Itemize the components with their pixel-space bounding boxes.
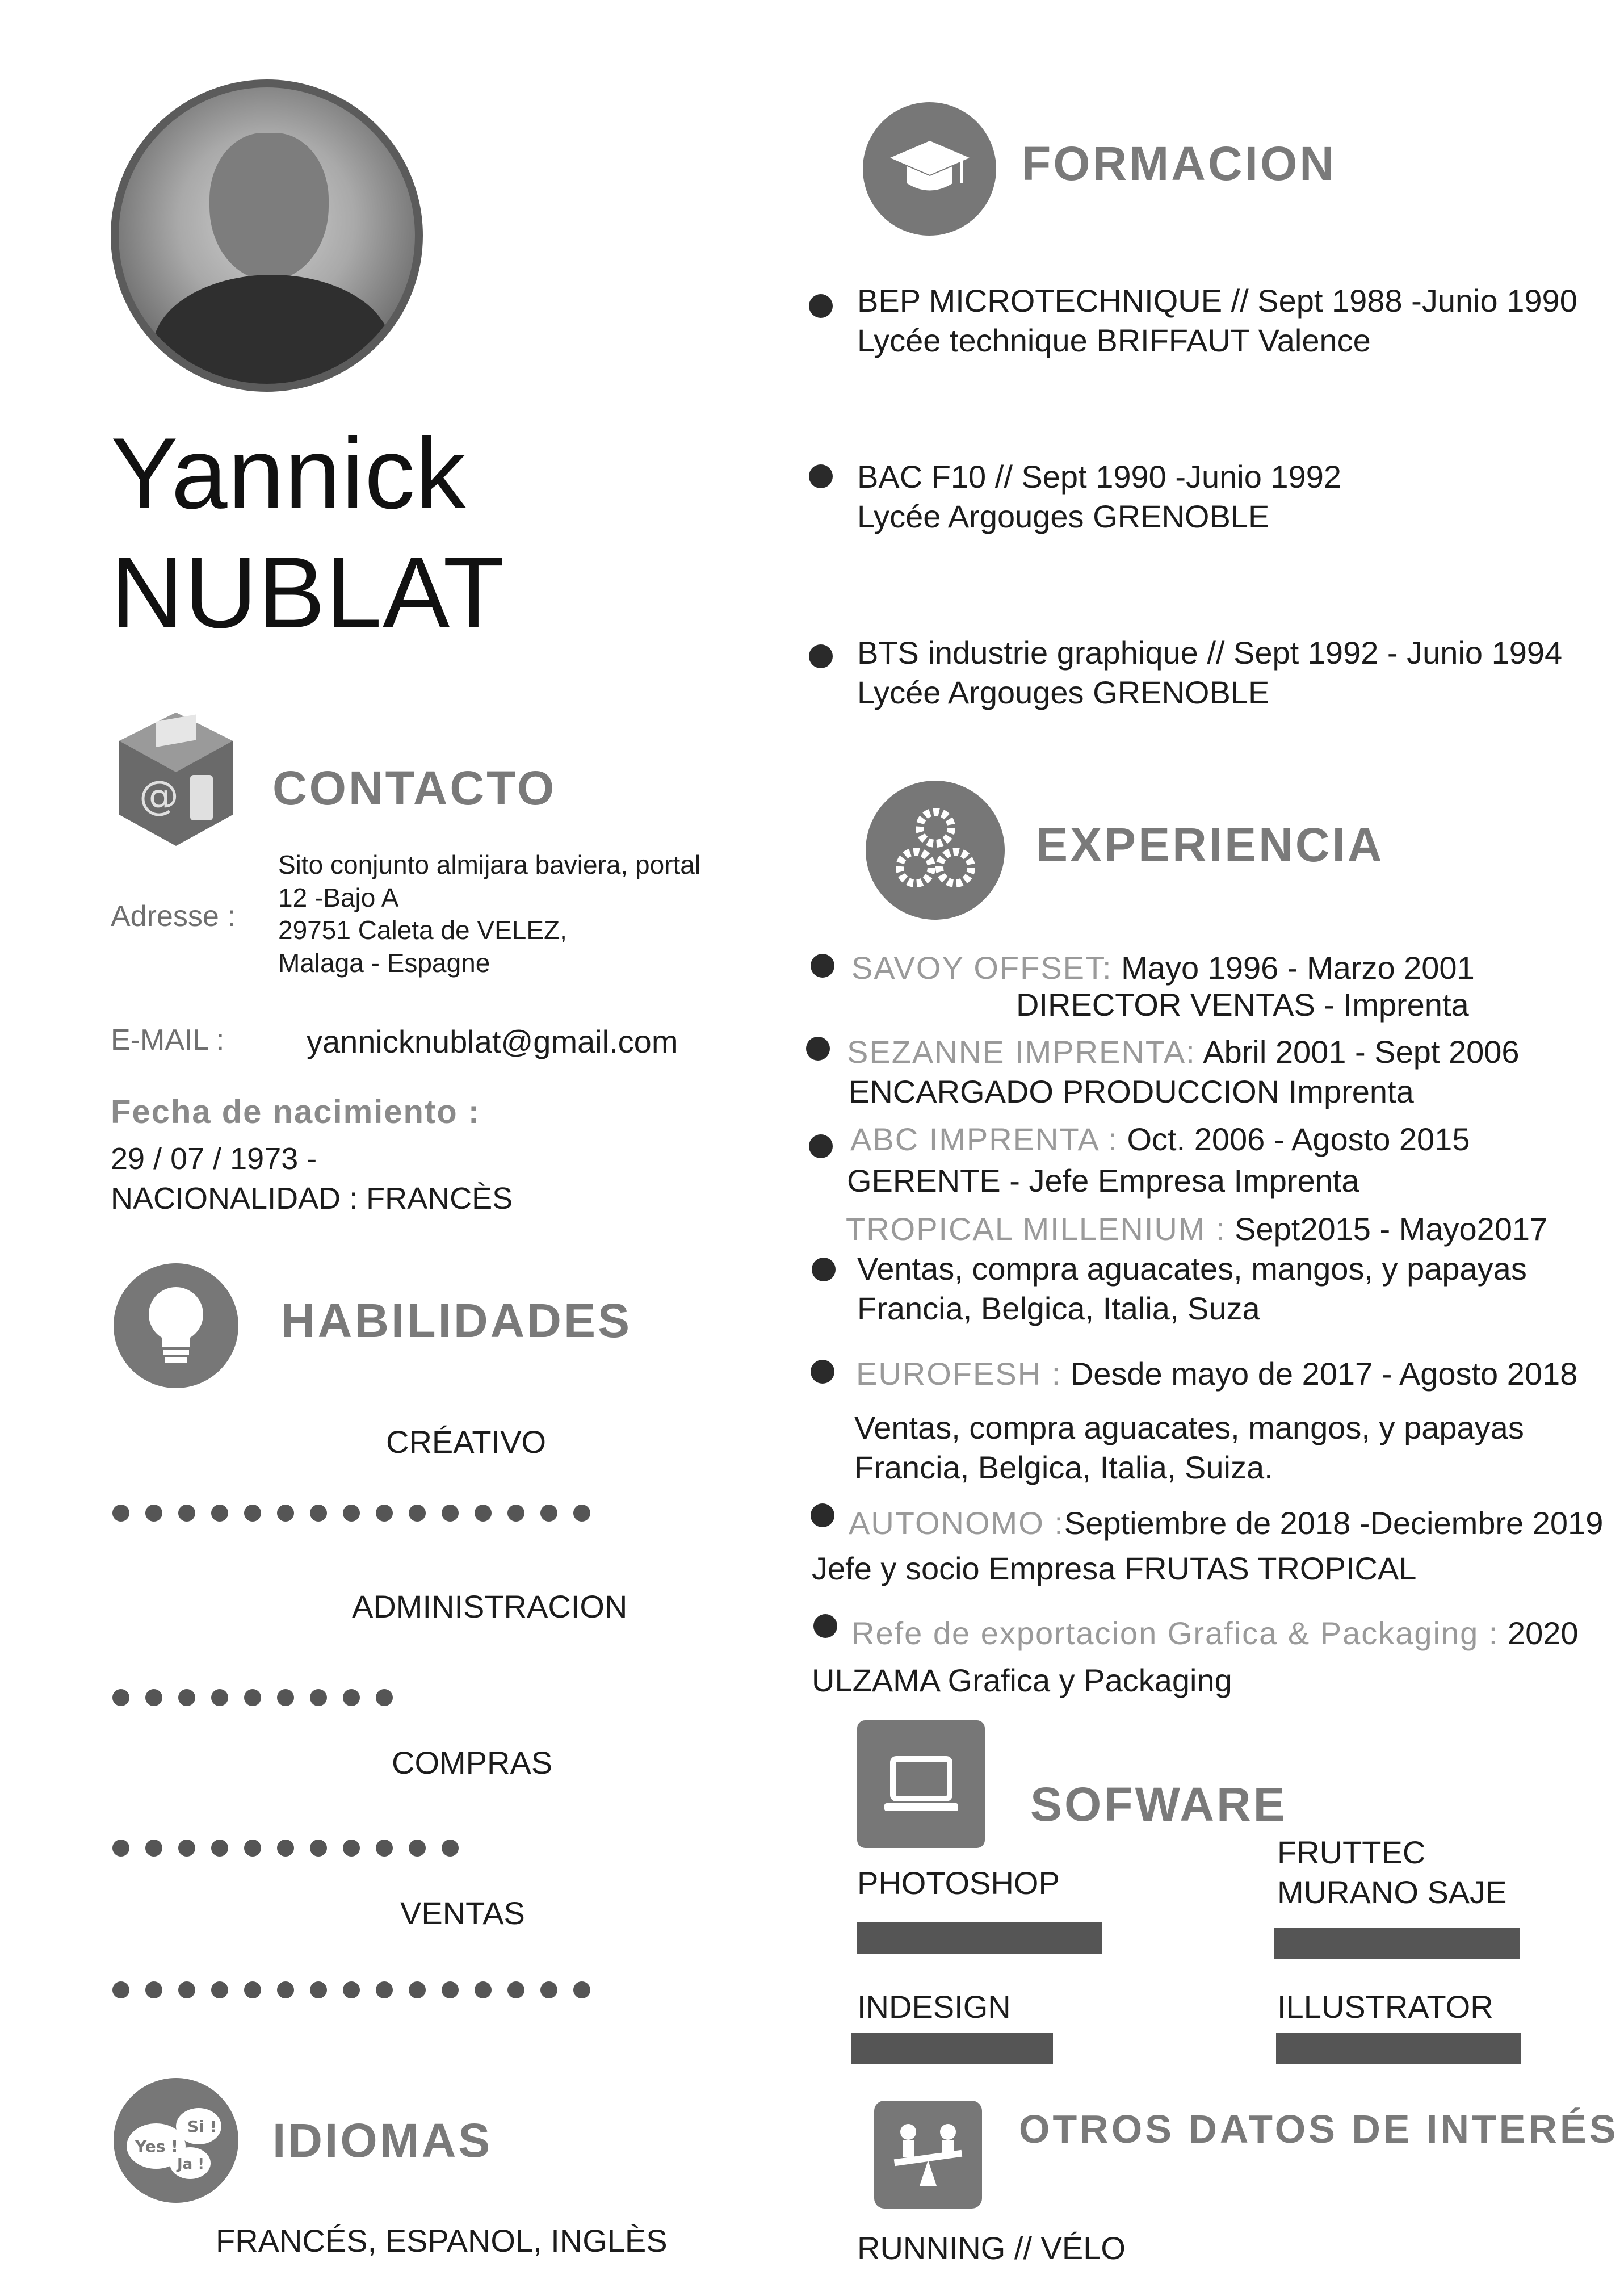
skill-dot xyxy=(211,1981,228,1998)
skill-label: ADMINISTRACION xyxy=(352,1589,628,1624)
software-title: SOFWARE xyxy=(1030,1778,1287,1831)
experience-dates: Sept2015 - Mayo2017 xyxy=(1235,1211,1548,1247)
skill-dot xyxy=(112,1505,129,1522)
company-name: Refe de exportacion Grafica & Packaging : xyxy=(851,1615,1499,1651)
skill-dot xyxy=(211,1689,228,1706)
experience-desc-line: Francia, Belgica, Italia, Suiza. xyxy=(854,1449,1273,1485)
experience-role: DIRECTOR VENTAS - Imprenta xyxy=(1016,987,1469,1023)
illustrator-level-bar xyxy=(1276,2033,1521,2064)
software-label: INDESIGN xyxy=(857,1989,1011,2025)
bullet-icon xyxy=(812,1258,836,1281)
experience-role: ENCARGADO PRODUCCION Imprenta xyxy=(849,1074,1414,1109)
education-item xyxy=(857,457,1341,537)
laptop-icon xyxy=(857,1720,985,1848)
skill-dot xyxy=(376,1505,393,1522)
skill-dot xyxy=(376,1689,393,1706)
experience-title: EXPERIENCIA xyxy=(1036,818,1384,871)
skill-dot xyxy=(475,1981,492,1998)
address-line: 29751 Caleta de VELEZ, xyxy=(278,915,567,945)
skill-dot xyxy=(343,1689,360,1706)
skill-dot xyxy=(244,1981,261,1998)
experience-dates: Septiembre de 2018 -Deciembre 2019 xyxy=(1064,1505,1604,1541)
skill-dot xyxy=(376,1840,393,1857)
education-title: FORMACION xyxy=(1022,137,1336,190)
skill-dot xyxy=(145,1981,162,1998)
experience-item xyxy=(849,1503,1603,1543)
skill-dot xyxy=(310,1981,327,1998)
skill-dot xyxy=(145,1840,162,1857)
address-label: Adresse : xyxy=(111,900,236,933)
skill-dot xyxy=(343,1840,360,1857)
skill-dots xyxy=(112,1840,459,1857)
company-name: TROPICAL MILLENIUM : xyxy=(846,1211,1226,1247)
nationality: NACIONALIDAD : FRANCÈS xyxy=(111,1181,513,1216)
skill-dots xyxy=(112,1981,590,1998)
address-line: Sito conjunto almijara baviera, portal xyxy=(278,850,701,879)
indesign-level-bar xyxy=(851,2033,1053,2064)
education-school: Lycée technique BRIFFAUT Valence xyxy=(857,322,1371,358)
skill-dot xyxy=(178,1981,195,1998)
skill-dot xyxy=(112,1840,129,1857)
education-item xyxy=(857,281,1577,361)
skill-dot xyxy=(277,1840,294,1857)
experience-role xyxy=(857,1249,1527,1329)
experience-dates: Abril 2001 - Sept 2006 xyxy=(1203,1034,1520,1070)
skill-dot xyxy=(178,1505,195,1522)
svg-text:@: @ xyxy=(139,772,179,819)
education-degree: BTS industrie graphique // Sept 1992 - Junio 1994 xyxy=(857,635,1563,671)
icon-text: Si ! xyxy=(187,2117,217,2136)
last-name: NUBLAT xyxy=(111,536,506,649)
skill-dot xyxy=(211,1505,228,1522)
experience-role: Jefe y socio Empresa FRUTAS TROPICAL xyxy=(812,1551,1417,1586)
contact-title: CONTACTO xyxy=(272,761,557,815)
skill-dot xyxy=(112,1981,129,1998)
experience-role xyxy=(854,1408,1524,1488)
skill-dot xyxy=(178,1689,195,1706)
company-name: ABC IMPRENTA : xyxy=(850,1121,1118,1157)
skill-dot xyxy=(310,1505,327,1522)
skill-dot xyxy=(475,1505,492,1522)
address-line: Malaga - Espagne xyxy=(278,948,490,978)
skill-dot xyxy=(244,1505,261,1522)
skill-dot xyxy=(244,1840,261,1857)
bullet-icon xyxy=(811,1503,834,1527)
other-info-title: OTROS DATOS DE INTERÉS xyxy=(1019,2107,1619,2151)
company-name: EUROFESH : xyxy=(856,1356,1062,1392)
email-label: E-MAIL : xyxy=(111,1024,225,1057)
speech-bubbles-icon xyxy=(114,2078,238,2203)
skill-dot xyxy=(178,1840,195,1857)
experience-desc-line: Francia, Belgica, Italia, Suza xyxy=(857,1290,1260,1326)
skill-label: COMPRAS xyxy=(392,1745,553,1780)
experience-role: ULZAMA Grafica y Packaging xyxy=(812,1662,1232,1698)
photoshop-level-bar xyxy=(857,1922,1102,1954)
skill-dot xyxy=(540,1505,557,1522)
education-degree: BAC F10 // Sept 1990 -Junio 1992 xyxy=(857,459,1341,495)
languages-list: FRANCÉS, ESPANOL, INGLÈS xyxy=(216,2223,668,2259)
skill-dot xyxy=(442,1981,459,1998)
skill-dot xyxy=(145,1689,162,1706)
experience-dates: Desde mayo de 2017 - Agosto 2018 xyxy=(1070,1356,1578,1392)
first-name: Yannick xyxy=(111,417,467,530)
bullet-icon xyxy=(806,1037,830,1061)
languages-title: IDIOMAS xyxy=(272,2114,493,2167)
skill-label: CRÉATIVO xyxy=(386,1424,547,1460)
company-name: SEZANNE IMPRENTA: xyxy=(847,1034,1196,1070)
icon-text: Yes ! xyxy=(135,2137,178,2156)
skill-dot xyxy=(244,1689,261,1706)
graduation-cap-icon xyxy=(863,102,996,236)
skill-label: VENTAS xyxy=(400,1895,525,1931)
skill-dot xyxy=(409,1840,426,1857)
education-school: Lycée Argouges GRENOBLE xyxy=(857,674,1270,710)
experience-desc-line: Ventas, compra aguacates, mangos, y papayas xyxy=(857,1251,1527,1287)
skill-dot xyxy=(112,1689,129,1706)
skill-dot xyxy=(540,1981,557,1998)
skill-dot xyxy=(442,1505,459,1522)
skill-dot xyxy=(442,1840,459,1857)
seesaw-icon xyxy=(874,2101,982,2209)
email-link[interactable]: yannicknublat@gmail.com xyxy=(307,1024,678,1059)
bullet-icon xyxy=(811,1360,834,1384)
company-name: AUTONOMO : xyxy=(849,1505,1064,1541)
skills-title: HABILIDADES xyxy=(281,1294,632,1347)
experience-role: GERENTE - Jefe Empresa Imprenta xyxy=(847,1163,1359,1199)
experience-item xyxy=(850,1120,1470,1159)
bullet-icon xyxy=(813,1614,837,1638)
bullet-icon xyxy=(809,464,833,488)
experience-item xyxy=(846,1209,1547,1249)
skill-dot xyxy=(145,1505,162,1522)
gears-icon xyxy=(866,781,1005,920)
skill-dot xyxy=(409,1981,426,1998)
experience-item xyxy=(856,1354,1577,1394)
birth-date: 29 / 07 / 1973 - xyxy=(111,1142,317,1176)
experience-desc-line: Ventas, compra aguacates, mangos, y papayas xyxy=(854,1410,1524,1445)
skill-dot xyxy=(507,1981,524,1998)
contact-icon xyxy=(111,707,241,854)
experience-item xyxy=(847,1032,1520,1072)
skill-dot xyxy=(277,1981,294,1998)
birth-label: Fecha de nacimiento : xyxy=(111,1093,481,1130)
skill-dot xyxy=(211,1840,228,1857)
address-block xyxy=(278,849,700,979)
bullet-icon xyxy=(809,644,833,668)
education-school: Lycée Argouges GRENOBLE xyxy=(857,498,1270,534)
fruttec-murano-level-bar xyxy=(1274,1928,1520,1959)
skill-dot xyxy=(573,1505,590,1522)
bullet-icon xyxy=(809,1134,833,1158)
software-label: PHOTOSHOP xyxy=(857,1865,1060,1901)
skill-dot xyxy=(507,1505,524,1522)
skill-dot xyxy=(277,1505,294,1522)
skill-dots xyxy=(112,1689,393,1706)
skill-dot xyxy=(310,1840,327,1857)
icon-text: Ja ! xyxy=(177,2156,205,2173)
profile-photo xyxy=(111,79,423,392)
bullet-icon xyxy=(809,294,833,318)
experience-dates: Mayo 1996 - Marzo 2001 xyxy=(1121,950,1475,986)
bullet-icon xyxy=(811,954,834,978)
skill-dot xyxy=(277,1689,294,1706)
skill-dot xyxy=(343,1981,360,1998)
lightbulb-icon xyxy=(114,1263,238,1388)
hobbies-text: RUNNING // VÉLO xyxy=(857,2230,1126,2266)
skill-dot xyxy=(343,1505,360,1522)
address-line: 12 -Bajo A xyxy=(278,882,399,912)
experience-dates: Oct. 2006 - Agosto 2015 xyxy=(1127,1121,1470,1157)
software-label: ILLUSTRATOR xyxy=(1277,1989,1493,2025)
skill-dot xyxy=(573,1981,590,1998)
software-label: FRUTTEC MURANO SAJE xyxy=(1277,1834,1507,1910)
education-item xyxy=(857,633,1562,713)
skill-dots xyxy=(112,1505,590,1522)
company-name: SAVOY OFFSET: xyxy=(851,950,1113,986)
education-degree: BEP MICROTECHNIQUE // Sept 1988 -Junio 1990 xyxy=(857,283,1577,319)
skill-dot xyxy=(376,1981,393,1998)
skill-dot xyxy=(310,1689,327,1706)
experience-item xyxy=(851,1614,1579,1653)
skill-dot xyxy=(409,1505,426,1522)
experience-dates: 2020 xyxy=(1507,1615,1579,1651)
experience-item xyxy=(851,948,1475,988)
